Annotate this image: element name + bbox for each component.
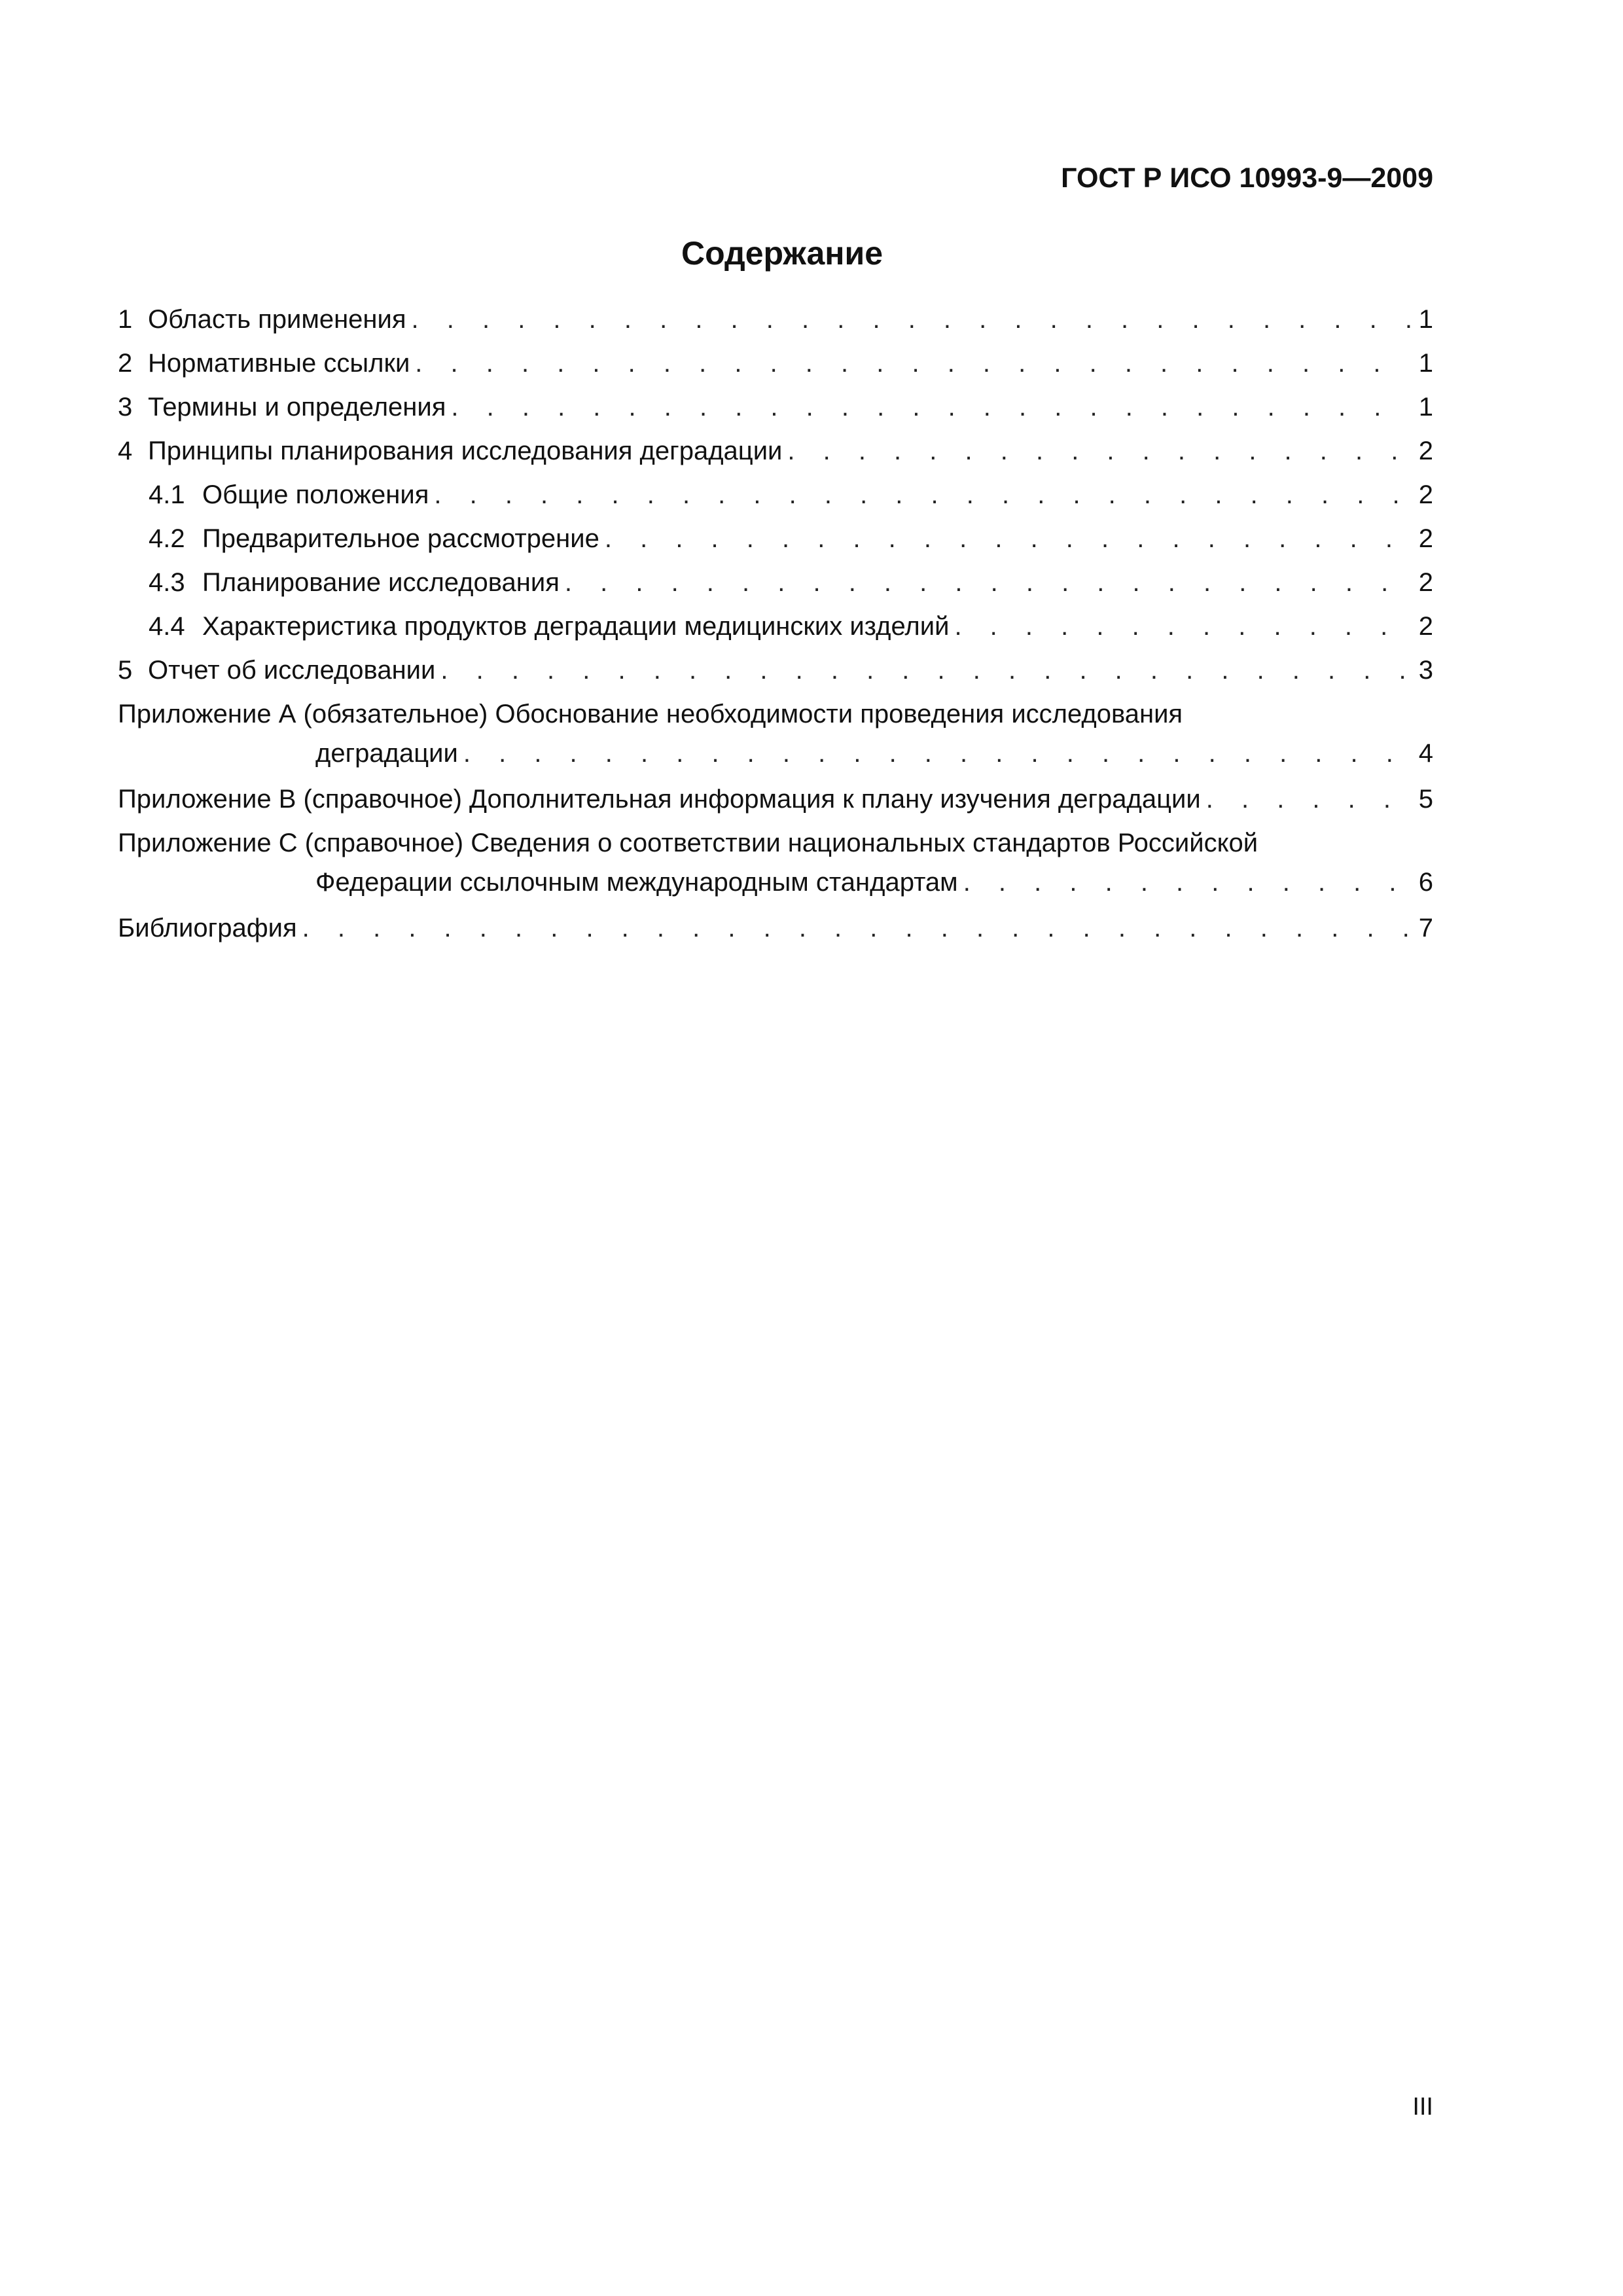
toc-entry-appendix-b[interactable] — [118, 780, 1433, 823]
dot-leader — [963, 863, 1411, 902]
dot-leader — [451, 387, 1410, 427]
toc-entry-page: 6 — [1418, 868, 1433, 897]
toc-entry-text: Приложение А (обязательное) Обоснование необходимости проведения исследования — [118, 700, 1183, 728]
toc-entry-page: 2 — [1418, 612, 1433, 641]
toc-entry-number: 4.3 — [149, 568, 185, 597]
dot-leader — [412, 300, 1411, 339]
toc-entry-4-1[interactable] — [118, 475, 1433, 519]
toc-entry-4-3[interactable] — [118, 563, 1433, 607]
toc-entry-3[interactable] — [118, 387, 1433, 431]
toc-entry-page: 2 — [1418, 568, 1433, 597]
toc-entry-4[interactable] — [118, 431, 1433, 475]
toc-entry-4-4[interactable] — [118, 607, 1433, 651]
toc-entry-page: 3 — [1418, 656, 1433, 685]
page-number: III — [1412, 2093, 1433, 2121]
dot-leader — [787, 431, 1410, 471]
toc-entry-number: 2 — [118, 349, 133, 378]
toc-entry-page: 1 — [1418, 349, 1433, 378]
toc-entry-number: 1 — [118, 305, 133, 334]
toc-entry-text: Термины и определения — [148, 393, 446, 422]
toc-entry-number: 4.4 — [149, 612, 185, 641]
toc-entry-text-continuation: Федерации ссылочным международным стандартам — [315, 868, 958, 897]
toc-entry-page: 5 — [1418, 785, 1433, 814]
toc-entry-bibliography[interactable] — [118, 908, 1433, 952]
toc-entry-text: Область применения — [148, 305, 406, 334]
toc-entry-text: Принципы планирования исследования деградации — [148, 437, 783, 465]
toc-entry-5[interactable] — [118, 651, 1433, 694]
toc-entry-4-2[interactable] — [118, 519, 1433, 563]
dot-leader — [954, 607, 1410, 646]
toc-title: Содержание — [681, 235, 883, 272]
dot-leader — [434, 475, 1410, 514]
toc-entry-page: 4 — [1418, 739, 1433, 768]
dot-leader — [1206, 780, 1411, 819]
toc-entry-text: Приложение В (справочное) Дополнительная информация к плану изучения деградации — [118, 785, 1201, 814]
toc-entry-2[interactable] — [118, 344, 1433, 387]
dot-leader — [415, 344, 1410, 383]
toc-entry-text: Нормативные ссылки — [148, 349, 410, 378]
toc-entry-text-continuation: деградации — [315, 739, 458, 768]
toc-entry-1[interactable] — [118, 300, 1433, 344]
toc-entry-appendix-a[interactable] — [118, 694, 1433, 780]
toc-entry-text: Характеристика продуктов деградации медицинских изделий — [202, 612, 950, 641]
toc-entry-number: 4 — [118, 437, 133, 465]
toc-entry-page: 1 — [1418, 393, 1433, 422]
toc-entry-text: Отчет об исследовании — [148, 656, 436, 685]
dot-leader — [605, 519, 1411, 558]
toc-entry-text: Общие положения — [202, 480, 429, 509]
toc-entry-text: Предварительное рассмотрение — [202, 524, 599, 553]
toc-entry-text: Планирование исследования — [202, 568, 560, 597]
toc-entry-page: 1 — [1418, 305, 1433, 334]
toc-entry-appendix-c[interactable] — [118, 823, 1433, 908]
dot-leader — [440, 651, 1410, 690]
toc-entry-page: 2 — [1418, 437, 1433, 465]
toc-entry-number: 5 — [118, 656, 133, 685]
toc-entry-number: 3 — [118, 393, 133, 422]
table-of-contents — [118, 300, 1433, 952]
dot-leader — [302, 908, 1411, 948]
toc-entry-page: 7 — [1418, 914, 1433, 942]
dot-leader — [565, 563, 1411, 602]
toc-entry-page: 2 — [1418, 480, 1433, 509]
dot-leader — [463, 734, 1411, 773]
toc-entry-text: Библиография — [118, 914, 297, 942]
toc-entry-number: 4.2 — [149, 524, 185, 553]
toc-entry-number: 4.1 — [149, 480, 185, 509]
toc-entry-page: 2 — [1418, 524, 1433, 553]
toc-entry-text: Приложение С (справочное) Сведения о соответствии национальных стандартов Российской — [118, 829, 1258, 857]
document-code: ГОСТ Р ИСО 10993-9—2009 — [1061, 162, 1433, 194]
